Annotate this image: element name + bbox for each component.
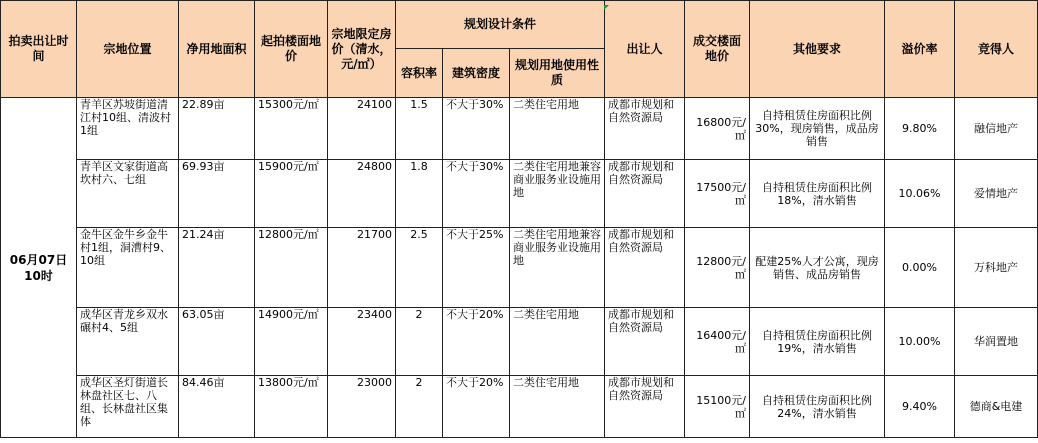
other-cell: 自持租赁住房面积比例30%，现房销售，成品房销售 (750, 98, 885, 160)
density-cell: 不大于30% (443, 160, 510, 228)
start-price-cell: 13800元/㎡ (255, 376, 328, 438)
area-cell: 22.89亩 (179, 98, 255, 160)
cell-comment-marker-icon (604, 5, 609, 10)
grantor-cell: 成都市规划和自然资源局 (605, 98, 685, 160)
winner-cell: 爱情地产 (955, 160, 1038, 228)
header-other: 其他要求 (750, 1, 885, 98)
premium-cell: 10.06% (885, 160, 955, 228)
location-cell: 金牛区金牛乡金牛村1组，洞漕村9、10组 (77, 228, 179, 308)
header-far: 容积率 (396, 49, 443, 98)
location-cell: 青羊区苏坡街道清江村10组、清波村1组 (77, 98, 179, 160)
land-use-cell: 二类住宅用地兼容商业服务业设施用地 (510, 228, 605, 308)
limit-price-cell: 23400 (328, 308, 396, 376)
premium-cell: 9.40% (885, 376, 955, 438)
deal-price-cell: 12800元/㎡ (685, 228, 750, 308)
limit-price-cell: 24800 (328, 160, 396, 228)
other-cell: 自持租赁住房面积比例24%，清水销售 (750, 376, 885, 438)
header-premium: 溢价率 (885, 1, 955, 98)
deal-price-cell: 16800元/㎡ (685, 98, 750, 160)
far-cell: 2.5 (396, 228, 443, 308)
location-cell: 成华区青龙乡双水碾村4、5组 (77, 308, 179, 376)
deal-price-cell: 16400元/㎡ (685, 308, 750, 376)
land-use-cell: 二类住宅用地 (510, 308, 605, 376)
table-row (1, 98, 1038, 160)
far-cell: 2 (396, 376, 443, 438)
table-row (1, 160, 1038, 228)
header-net-area: 净用地面积 (179, 1, 255, 98)
area-cell: 84.46亩 (179, 376, 255, 438)
header-deal-price: 成交楼面地价 (685, 1, 750, 98)
location-cell: 青羊区文家街道高坎村六、七组 (77, 160, 179, 228)
density-cell: 不大于25% (443, 228, 510, 308)
header-winner: 竞得人 (955, 1, 1038, 98)
table-row (1, 308, 1038, 376)
premium-cell: 0.00% (885, 228, 955, 308)
table-row (1, 376, 1038, 438)
winner-cell: 华润置地 (955, 308, 1038, 376)
land-use-cell: 二类住宅用地 (510, 98, 605, 160)
start-price-cell: 15300元/㎡ (255, 98, 328, 160)
density-cell: 不大于30% (443, 98, 510, 160)
deal-price-cell: 17500元/㎡ (685, 160, 750, 228)
start-price-cell: 14900元/㎡ (255, 308, 328, 376)
deal-price-cell: 15100元/㎡ (685, 376, 750, 438)
auction-date: 06月07日10时 (1, 98, 77, 438)
limit-price-cell: 23000 (328, 376, 396, 438)
density-cell: 不大于20% (443, 308, 510, 376)
other-cell: 自持租赁住房面积比例19%，清水销售 (750, 308, 885, 376)
header-location: 宗地位置 (77, 1, 179, 98)
other-cell: 自持租赁住房面积比例18%，清水销售 (750, 160, 885, 228)
land-use-cell: 二类住宅用地兼容商业服务业设施用地 (510, 160, 605, 228)
location-cell: 成华区圣灯街道长林盘社区七、八组、长林盘社区集体 (77, 376, 179, 438)
header-limit-price: 宗地限定房价（清水，元/㎡） (328, 1, 396, 98)
premium-cell: 10.00% (885, 308, 955, 376)
header-auction-time: 拍卖出让时间 (1, 1, 77, 98)
table-row (1, 228, 1038, 308)
other-cell: 配建25%人才公寓，现房销售、成品房销售 (750, 228, 885, 308)
far-cell: 1.5 (396, 98, 443, 160)
area-cell: 69.93亩 (179, 160, 255, 228)
header-land-use: 规划用地使用性质 (510, 49, 605, 98)
area-cell: 63.05亩 (179, 308, 255, 376)
grantor-cell: 成都市规划和自然资源局 (605, 308, 685, 376)
header-density: 建筑密度 (443, 49, 510, 98)
land-use-cell: 二类住宅用地 (510, 376, 605, 438)
winner-cell: 德商&电建 (955, 376, 1038, 438)
premium-cell: 9.80% (885, 98, 955, 160)
grantor-cell: 成都市规划和自然资源局 (605, 160, 685, 228)
winner-cell: 融信地产 (955, 98, 1038, 160)
winner-cell: 万科地产 (955, 228, 1038, 308)
far-cell: 1.8 (396, 160, 443, 228)
grantor-cell: 成都市规划和自然资源局 (605, 376, 685, 438)
far-cell: 2 (396, 308, 443, 376)
header-grantor: 出让人 (605, 1, 685, 98)
limit-price-cell: 21700 (328, 228, 396, 308)
grantor-cell: 成都市规划和自然资源局 (605, 228, 685, 308)
limit-price-cell: 24100 (328, 98, 396, 160)
density-cell: 不大于20% (443, 376, 510, 438)
start-price-cell: 15900元/㎡ (255, 160, 328, 228)
area-cell: 21.24亩 (179, 228, 255, 308)
start-price-cell: 12800元/㎡ (255, 228, 328, 308)
header-planning-group: 规划设计条件 (396, 1, 605, 49)
header-start-price: 起拍楼面地价 (255, 1, 328, 98)
